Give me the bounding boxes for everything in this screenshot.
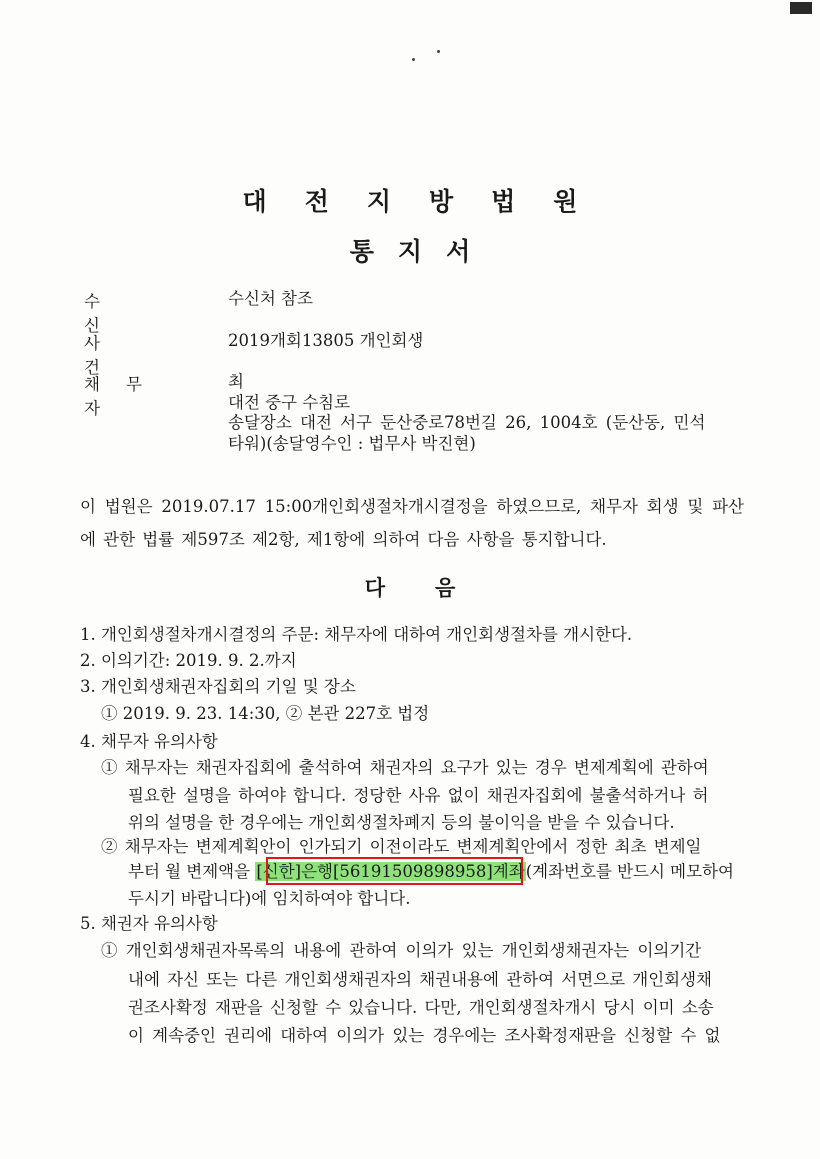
court-name: 대전지방법원 (242, 187, 616, 216)
delivery-address: 송달장소 대전 서구 둔산중로78번길 26, 1004호 (둔산동, 민석 (228, 413, 706, 432)
debtor-address: 대전 중구 수침로 (228, 393, 351, 412)
case-number: 2019개회13805 개인회생 (228, 331, 424, 350)
debtor-name: 최 (228, 372, 244, 391)
item-5-1-line2: 내에 자신 또는 다른 개인회생채권자의 채권내용에 관하여 서면으로 개인회생채 (128, 970, 712, 989)
item-4-1-line2: 필요한 설명을 하여야 합니다. 정당한 사유 없이 채권자집회에 불출석하거나 허 (128, 786, 709, 805)
document-title: 통지서 (349, 237, 495, 266)
item-4-2-line1: ② 채무자는 변제계획안이 인가되기 이전이라도 변제계획안에서 정한 최초 변제일 (101, 837, 702, 856)
account-annotation-box (266, 857, 523, 885)
scan-speck (437, 50, 440, 53)
item-4-2-line2-prefix: 부터 월 변제액을 (128, 862, 251, 881)
scan-speck (412, 58, 415, 61)
item-1: 1. 개인회생절차개시결정의 주문: 채무자에 대하여 개인회생절차를 개시한다. (80, 625, 633, 644)
recipient-value: 수신처 참조 (228, 289, 313, 308)
item-5-1-line3: 권조사확정 재판을 신청할 수 있습니다. 다만, 개인회생절차개시 당시 이미 소송 (128, 998, 714, 1017)
recipient-label: 수신 (84, 292, 162, 335)
item-4-1-line1: ① 채무자는 채권자집회에 출석하여 채권자의 요구가 있는 경우 변제계획에 관하여 (101, 758, 709, 777)
item-2: 2. 이의기간: 2019. 9. 2.까지 (80, 651, 297, 670)
item-4: 4. 채무자 유의사항 (80, 732, 218, 751)
item-3-detail: ① 2019. 9. 23. 14:30, ② 본관 227호 법정 (101, 704, 430, 723)
scan-mark (790, 2, 812, 14)
section-heading: 다음 (364, 576, 506, 600)
item-3: 3. 개인회생채권자집회의 기일 및 장소 (80, 677, 356, 696)
item-5: 5. 채권자 유의사항 (80, 914, 218, 933)
account-number-highlight: [신한]은행[56191509898958]계좌 (256, 862, 525, 881)
item-5-1-line4: 이 계속중인 권리에 대하여 이의가 있는 경우에는 조사확정재판을 신청할 수 없 (128, 1026, 721, 1045)
item-4-2-line2-suffix: (계좌번호를 반드시 메모하여 (525, 862, 734, 881)
item-5-1-line1: ① 개인회생채권자목록의 내용에 관하여 이의가 있는 개인회생채권자는 이의기간 (101, 941, 702, 960)
debtor-label: 채무자 (84, 375, 168, 418)
item-4-1-line3: 위의 설명을 한 경우에는 개인회생절차폐지 등의 불이익을 받을 수 있습니다. (128, 813, 675, 832)
case-label: 사건 (84, 334, 162, 377)
delivery-recipient: 타워)(송달영수인 : 법무사 박진현) (228, 434, 476, 453)
intro-paragraph: 이 법원은 2019.07.17 15:00개인회생절차개시결정을 하였으므로, 채무자 회생 및 파산에 관한 법률 제597조 제2항, 제1항에 의하여 다음 사항을 통지합니다. (80, 497, 744, 549)
item-4-2-line3: 두시기 바랍니다)에 임치하여야 합니다. (128, 889, 411, 908)
